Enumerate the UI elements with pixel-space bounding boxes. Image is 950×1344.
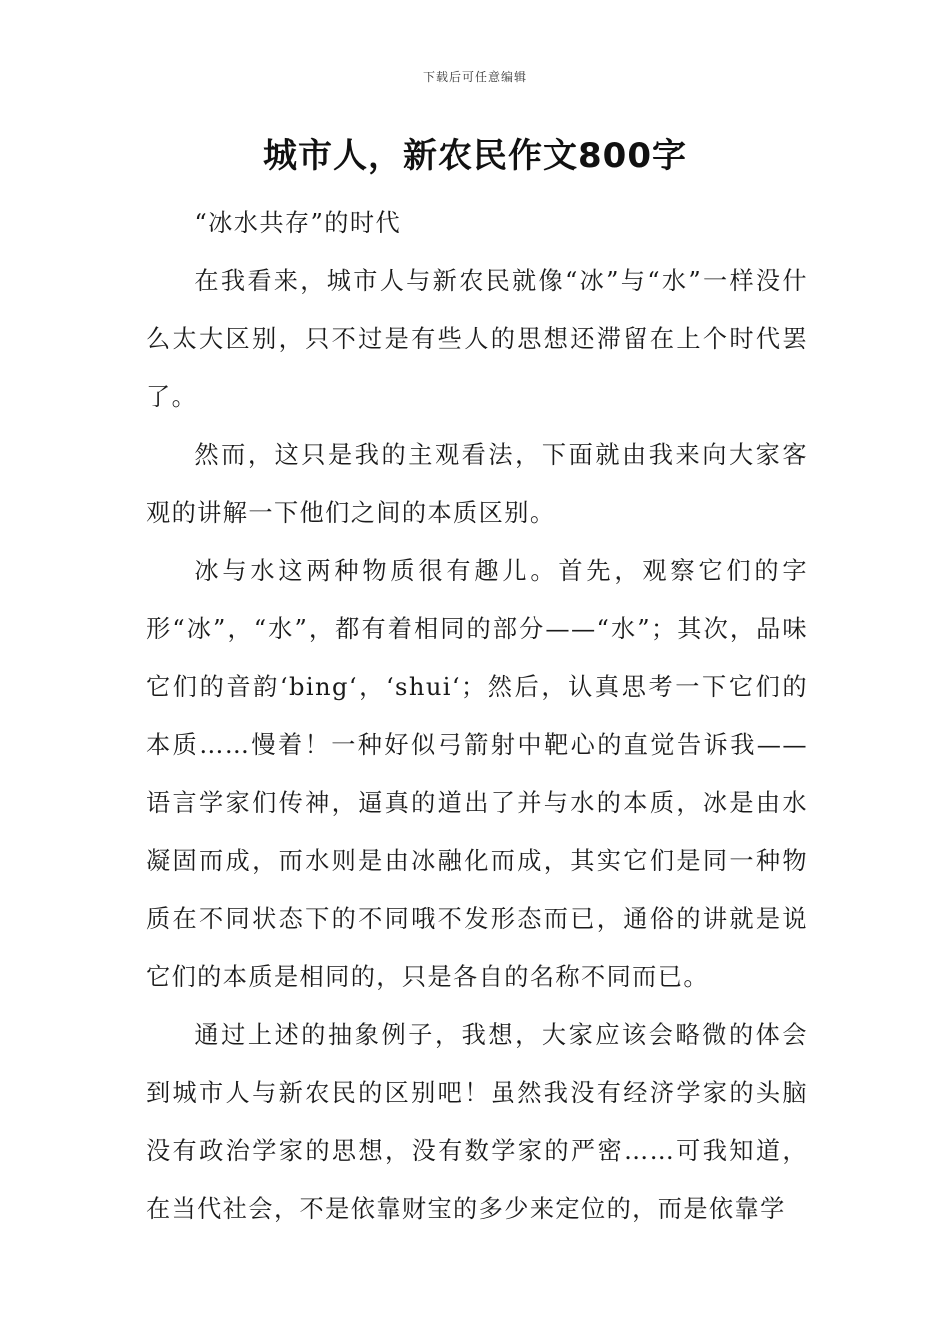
document-body xyxy=(146,194,808,1238)
document-title: 城市人，新农民作文800字 xyxy=(263,136,687,176)
paragraph: 在我看来，城市人与新农民就像“冰”与“水”一样没什么太大区别，只不过是有些人的思想还滞留在上个时代罢了。 xyxy=(146,267,808,411)
paragraph: 通过上述的抽象例子，我想，大家应该会略微的体会到城市人与新农民的区别吧！虽然我没有经济学家的头脑没有政治学家的思想，没有数学家的严密……可我知道，在当代社会，不是依靠财宝的多少来定位的，而是依靠学 xyxy=(146,1021,808,1223)
paragraph-subheading: “冰水共存”的时代 xyxy=(194,209,402,237)
paragraph: 然而，这只是我的主观看法，下面就由我来向大家客观的讲解一下他们之间的本质区别。 xyxy=(146,441,808,527)
header-note: 下载后可任意编辑 xyxy=(422,70,527,84)
paragraph: 冰与水这两种物质很有趣儿。首先，观察它们的字形“冰”，“水”，都有着相同的部分——“水”；其次，品味它们的音韵‘bing‘，‘shui‘；然后，认真思考一下它们的本质……慢着！一种好似弓箭射中靶心的直觉告诉我——语言学家们传神，逼真的道出了并与水的本质，冰是由水凝固而成，而水则是由冰融化而成，其实它们是同一种物质在不同状态下的不同哦不发形态而已，通俗的讲就是说它们的本质是相同的，只是各自的名称不同而已。 xyxy=(146,557,808,991)
